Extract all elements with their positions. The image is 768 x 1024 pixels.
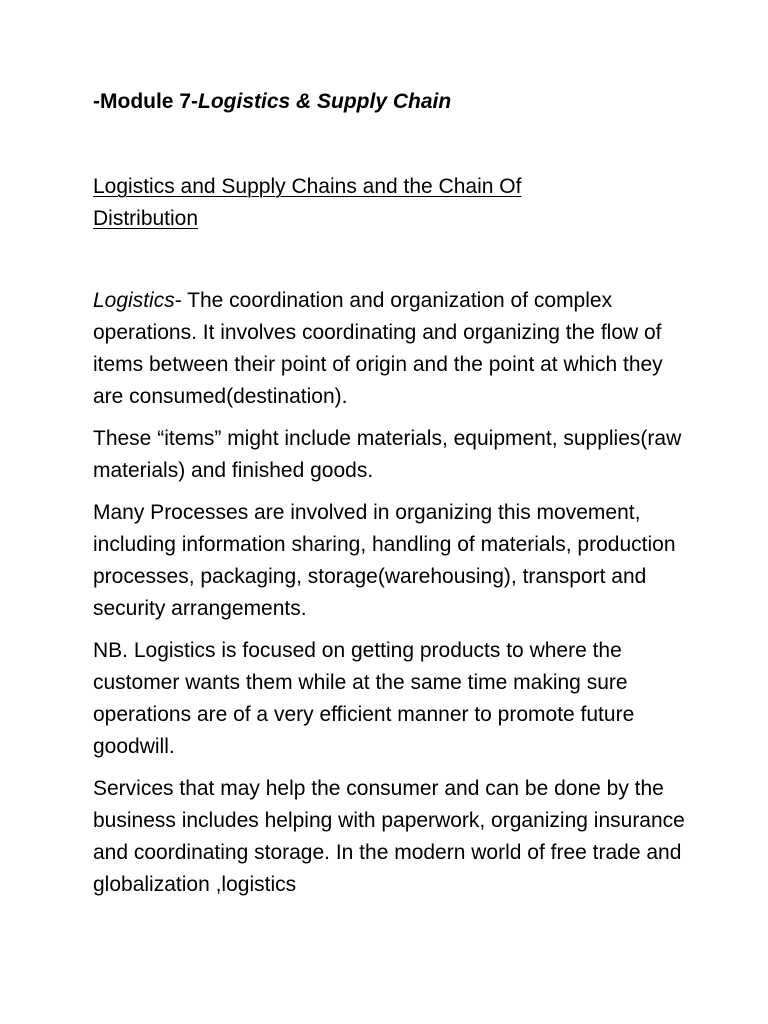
paragraph-services: Services that may help the consumer and can be done by the business includes helping with paperwork, organizing insurance and coordinating storage. In the modern world of free trade and globalization ,logistics <box>93 777 685 896</box>
paragraph-items: These “items” might include materials, equipment, supplies(raw materials) and finished goods. <box>93 427 682 482</box>
definition-term: Logistics <box>93 289 175 312</box>
paragraph-nb: NB. Logistics is focused on getting products to where the customer wants them while at the same time making sure operations are of a very efficient manner to promote future goodwill. <box>93 639 635 758</box>
module-number: Module 7- <box>100 90 198 113</box>
module-prefix: - <box>93 90 100 113</box>
definition-text: - The coordination and organization of complex operations. It involves coordinating and organizing the flow of items between their point of origin and the point at which they are consumed(destination). <box>93 289 663 408</box>
document-page <box>93 86 693 901</box>
module-heading <box>93 86 693 118</box>
definition-paragraph <box>93 285 693 413</box>
paragraph-processes: Many Processes are involved in organizing this movement, including information sharing, handling of materials, production processes, packaging, storage(warehousing), transport and security arrangements. <box>93 501 676 620</box>
section-title: Logistics and Supply Chains and the Chain Of Distribution <box>93 175 522 230</box>
module-title: Logistics & Supply Chain <box>198 90 452 113</box>
